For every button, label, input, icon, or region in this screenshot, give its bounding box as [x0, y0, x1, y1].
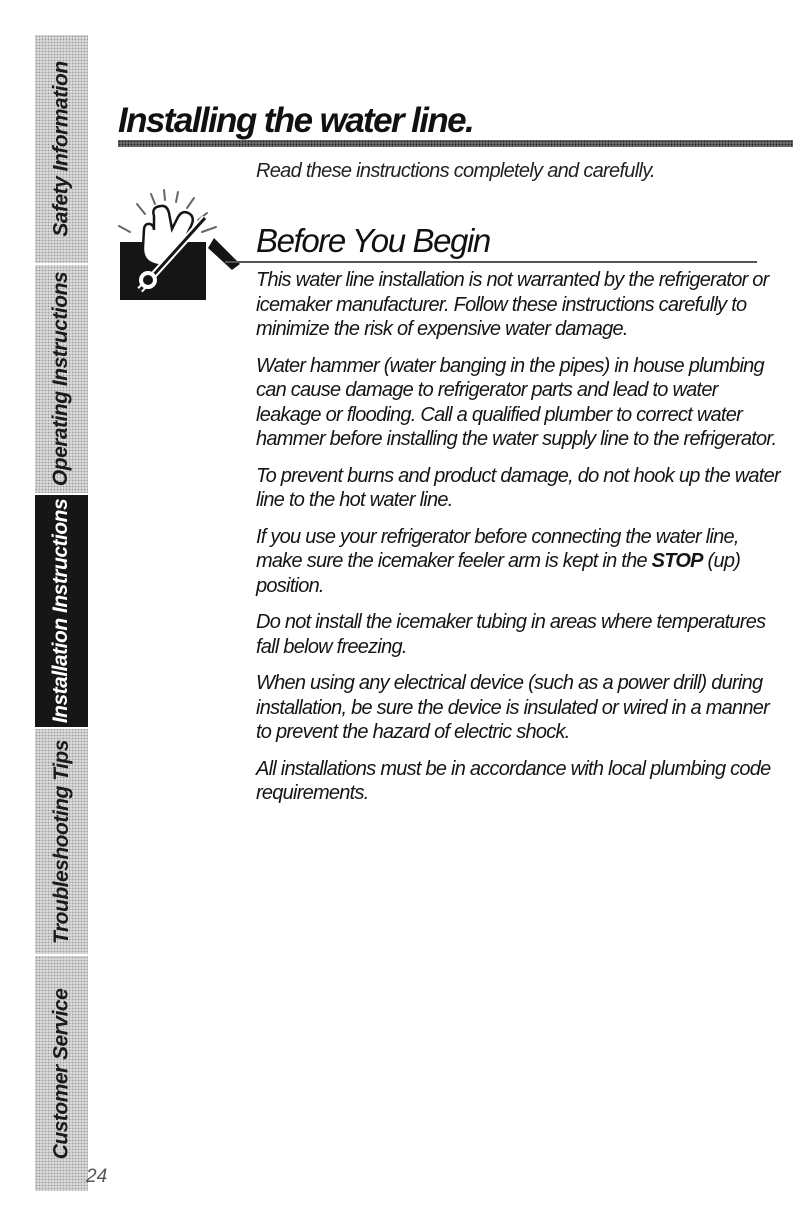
tab-operating-instructions[interactable] [35, 265, 88, 495]
tab-label: Installation Instructions [49, 498, 73, 724]
section-rule [225, 261, 757, 263]
paragraph [256, 525, 781, 599]
paragraph: All installations must be in accordance with local plumbing code requirements. [256, 757, 771, 804]
paragraph-text: If you use your refrigerator before connecting the water line, make sure the icemaker feeler arm is kept in the [256, 525, 739, 572]
paragraph: This water line installation is not warranted by the refrigerator or icemaker manufacturer. Follow these instructions carefully to minimize the risk of expensive water damage. [256, 269, 769, 340]
section-title: Before You Begin [256, 222, 490, 259]
paragraph: To prevent burns and product damage, do not hook up the water line to the hot water line. [256, 464, 780, 511]
paragraph: Water hammer (water banging in the pipes) in house plumbing can cause damage to refrigerator parts and lead to water leakage or flooding. Call a qualified plumber to correct water hammer before installing the water supply line to the refrigerator. [256, 354, 777, 450]
section-body [256, 268, 781, 818]
page-title: Installing the water line. [118, 101, 474, 140]
paragraph-text: (up) position. [256, 550, 741, 597]
tab-installation-instructions[interactable] [35, 495, 88, 729]
paragraph: Do not install the icemaker tubing in areas where temperatures fall below freezing. [256, 611, 766, 658]
tab-troubleshooting-tips[interactable] [35, 729, 88, 956]
section-tabs [35, 35, 88, 1193]
paragraph: When using any electrical device (such as a power drill) during installation, be sure the device is insulated or wired in a manner to prevent the hazard of electric shock. [256, 672, 770, 743]
title-rule [118, 140, 793, 147]
intro-text: Read these instructions completely and carefully. [256, 160, 655, 182]
tab-label: Operating Instructions [49, 271, 73, 487]
stop-label: STOP [651, 550, 703, 572]
tab-label: Safety Information [49, 61, 73, 237]
tab-label: Troubleshooting Tips [49, 739, 73, 944]
tab-label: Customer Service [49, 988, 73, 1159]
tab-safety-information[interactable] [35, 35, 88, 265]
page-number: 24 [86, 1166, 108, 1187]
tab-customer-service[interactable] [35, 956, 88, 1193]
warning-hand-icon [110, 180, 250, 300]
